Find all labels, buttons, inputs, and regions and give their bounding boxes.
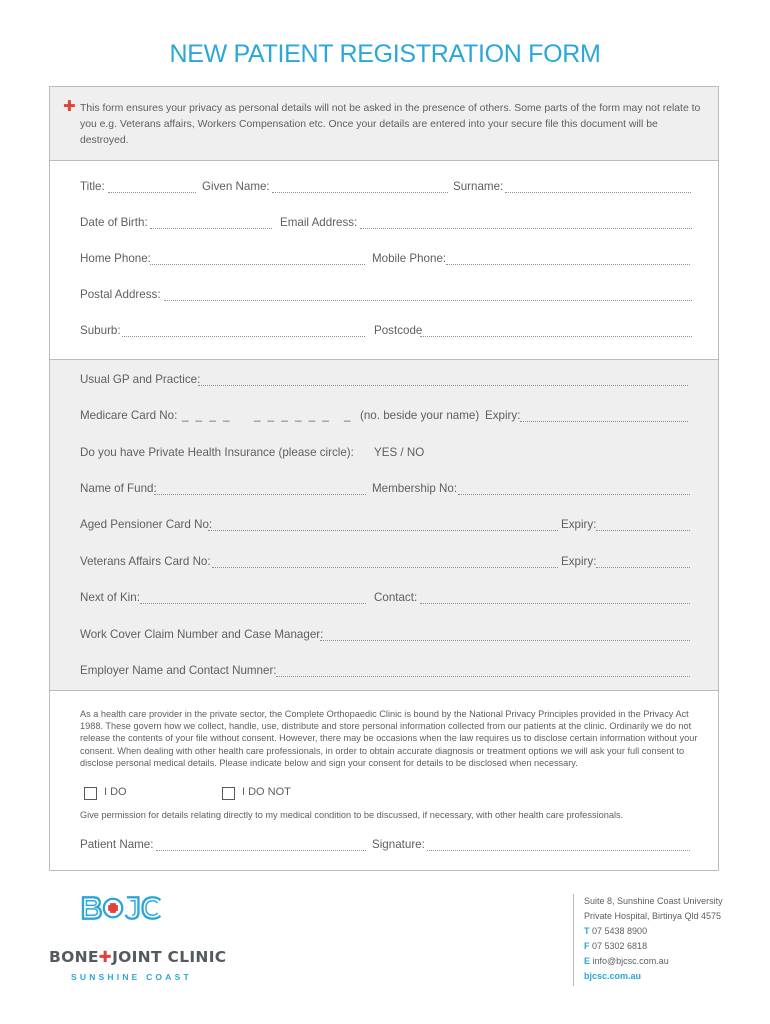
address-line-2: Private Hospital, Birtinya Qld 4575: [584, 911, 722, 921]
i-do-checkbox[interactable]: [84, 787, 97, 800]
address-line-1: Suite 8, Sunshine Coast University: [584, 896, 723, 906]
veterans-label: Veterans Affairs Card No:: [80, 555, 211, 568]
clinic-name-right: JOINT CLINIC: [112, 948, 227, 966]
dob-field[interactable]: [150, 228, 272, 229]
insurance-label: Do you have Private Health Insurance (please circle):: [80, 446, 354, 459]
medicare-label: Medicare Card No:: [80, 409, 178, 422]
email-line[interactable]: E info@bjcsc.com.au: [584, 956, 669, 966]
contact-field[interactable]: [420, 603, 690, 604]
clinic-name: [49, 948, 226, 966]
aged-expiry-label: Expiry:: [561, 518, 597, 531]
next-of-kin-label: Next of Kin:: [80, 591, 140, 604]
permission-text: Give permission for details relating directly to my medical condition to be discussed, if necessary, with other health care professionals.: [80, 810, 624, 820]
aged-expiry-field[interactable]: [596, 530, 690, 531]
veterans-expiry-label: Expiry:: [561, 555, 597, 568]
postcode-field[interactable]: [420, 336, 692, 337]
fund-field[interactable]: [154, 494, 366, 495]
title-field[interactable]: [108, 192, 196, 193]
dob-label: Date of Birth:: [80, 216, 148, 229]
email-label: Email Address:: [280, 216, 358, 229]
medical-details-section: [49, 359, 719, 691]
patient-name-label: Patient Name:: [80, 838, 154, 851]
suburb-field[interactable]: [122, 336, 365, 337]
veterans-expiry-field[interactable]: [596, 567, 690, 568]
signature-label: Signature:: [372, 838, 425, 851]
medicare-digits-3[interactable]: _: [344, 409, 353, 422]
next-of-kin-field[interactable]: [140, 603, 366, 604]
clinic-name-plus-icon: ✚: [98, 948, 113, 966]
i-do-not-checkbox[interactable]: [222, 787, 235, 800]
phone-line: T 07 5438 8900: [584, 926, 648, 936]
medicare-expiry-label: Expiry:: [485, 409, 521, 422]
home-phone-label: Home Phone:: [80, 252, 151, 265]
home-phone-field[interactable]: [150, 264, 365, 265]
medicare-digits-1[interactable]: _ _ _ _: [182, 409, 232, 422]
medicare-note: (no. beside your name): [360, 409, 480, 422]
contact-label: Contact:: [374, 591, 418, 604]
personal-details-section: [49, 160, 719, 360]
clinic-name-left: BONE: [49, 948, 99, 966]
clinic-location: SUNSHINE COAST: [71, 972, 192, 982]
membership-label: Membership No:: [372, 482, 458, 495]
given-name-label: Given Name:: [202, 180, 270, 193]
surname-field[interactable]: [505, 192, 691, 193]
insurance-yes-no[interactable]: YES / NO: [374, 446, 425, 459]
i-do-label: I DO: [104, 786, 127, 798]
page-title: NEW PATIENT REGISTRATION FORM: [169, 40, 601, 68]
gp-field[interactable]: [198, 385, 688, 386]
patient-name-field[interactable]: [156, 850, 366, 851]
logo-cross-icon: [108, 903, 118, 913]
postcode-label: Postcode: [374, 324, 423, 337]
given-name-field[interactable]: [272, 192, 448, 193]
intro-notice: [49, 86, 719, 161]
mobile-phone-label: Mobile Phone:: [372, 252, 447, 265]
aged-pensioner-label: Aged Pensioner Card No:: [80, 518, 213, 531]
consent-section: [49, 690, 719, 871]
fund-label: Name of Fund:: [80, 482, 157, 495]
clinic-logo: [49, 895, 199, 947]
veterans-field[interactable]: [212, 567, 558, 568]
fax-line: F 07 5302 6818: [584, 941, 648, 951]
aged-pensioner-field[interactable]: [208, 530, 558, 531]
email-field[interactable]: [360, 228, 692, 229]
intro-text: This form ensures your privacy as personal details will not be asked in the presence of others. Some parts of the form may not relate to you e.g. Veterans affairs, Workers Compensation etc. Once your details are entered into your secure file this document will be destroyed.: [80, 103, 701, 146]
cross-icon: ✚: [63, 98, 76, 115]
postal-address-field[interactable]: [164, 300, 692, 301]
employer-label: Employer Name and Contact Numner:: [80, 664, 277, 677]
signature-field[interactable]: [427, 850, 690, 851]
title-label: Title:: [80, 180, 105, 193]
gp-label: Usual GP and Practice:: [80, 373, 201, 386]
medicare-digits-2[interactable]: _ _ _ _ _ _: [254, 409, 331, 422]
membership-field[interactable]: [458, 494, 690, 495]
clinic-address-block: [573, 894, 723, 986]
postal-address-label: Postal Address:: [80, 288, 161, 301]
privacy-statement: As a health care provider in the private sector, the Complete Orthopaedic Clinic is bound by the National Privacy Principles provided in the Privacy Act 1988. These govern how we collect, handle, use, distribute and store personal information collected from our patients at the clinic. Ordinarily we do not release the contents of your file without consent. However, there may be occasions when the law requires us to disclose certain information without your consent. When dealing with other health care professionals, in order to obtain accurate diagnosis or treatment options we will ask your full consent to disclose personal medical details. Please indicate below and sign your consent for details to be disclosed when necessary.: [80, 709, 698, 768]
i-do-not-label: I DO NOT: [242, 786, 291, 798]
workcover-field[interactable]: [320, 640, 690, 641]
mobile-phone-field[interactable]: [446, 264, 690, 265]
surname-label: Surname:: [453, 180, 504, 193]
medicare-expiry-field[interactable]: [520, 421, 688, 422]
employer-field[interactable]: [276, 676, 690, 677]
workcover-label: Work Cover Claim Number and Case Manager:: [80, 628, 324, 641]
suburb-label: Suburb:: [80, 324, 121, 337]
website-link[interactable]: bjcsc.com.au: [584, 971, 642, 981]
